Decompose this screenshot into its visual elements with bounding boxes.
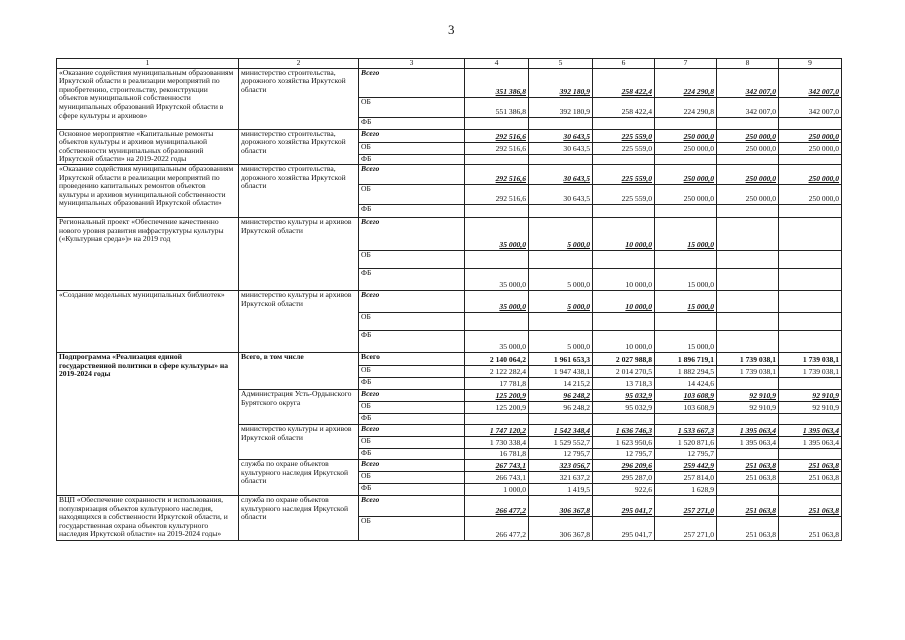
amount-cell: 250 000,0 [655,184,717,204]
amount-cell: 225 559,0 [593,142,655,154]
amount-cell: 1 000,0 [465,483,529,495]
amount-cell [717,154,779,164]
amount-cell: 1 533 667,3 [655,424,717,436]
amount-cell: 306 367,8 [529,516,593,540]
amount-cell: 92 910,9 [717,389,779,401]
amount-cell [779,330,842,352]
amount-cell [779,154,842,164]
amount-cell: 17 781,8 [465,377,529,389]
amount-cell: 35 000,0 [465,290,529,312]
amount-cell: 125 200,9 [465,389,529,401]
amount-cell: 14 215,2 [529,377,593,389]
amount-cell: 342 007,0 [779,97,842,117]
amount-cell: 14 424,6 [655,377,717,389]
amount-cell: 295 041,7 [593,516,655,540]
amount-cell: 10 000,0 [593,290,655,312]
amount-cell: 321 637,2 [529,471,593,483]
funding-source: ОБ [359,401,465,413]
amount-cell: 12 795,7 [655,448,717,459]
amount-cell: 251 063,8 [779,459,842,471]
amount-cell: 342 007,0 [717,97,779,117]
amount-cell [529,117,593,129]
amount-cell [529,154,593,164]
funding-source: ФБ [359,377,465,389]
executor: служба по охране объектов культурного наследия Иркутской области [239,459,359,495]
table-row [57,68,842,97]
amount-cell [593,250,655,268]
amount-cell: 5 000,0 [529,290,593,312]
column-header-row [57,59,842,69]
amount-cell: 323 056,7 [529,459,593,471]
table-row [57,217,842,250]
amount-cell: 342 007,0 [717,68,779,97]
funding-source: Всего [359,424,465,436]
amount-cell: 251 063,8 [717,459,779,471]
table-row [57,352,842,365]
measure-name: «Оказание содействия муниципальным образованиям Иркутской области в реализации мероприятий по приобретению, строительству, реконструкции объектов муниципальной собственности муниципальных образований Иркутской области в сфере культуры и архивов» [57,68,239,129]
amount-cell: 250 000,0 [779,129,842,142]
amount-cell [779,268,842,290]
amount-cell: 125 200,9 [465,401,529,413]
amount-cell: 1 961 653,3 [529,352,593,365]
amount-cell: 266 477,2 [465,516,529,540]
amount-cell: 266 743,1 [465,471,529,483]
amount-cell: 30 643,5 [529,129,593,142]
amount-cell [655,250,717,268]
amount-cell: 224 290,8 [655,97,717,117]
amount-cell [465,154,529,164]
amount-cell: 250 000,0 [717,164,779,184]
amount-cell [465,413,529,424]
amount-cell: 15 000,0 [655,268,717,290]
amount-cell: 251 063,8 [717,495,779,516]
amount-cell [465,312,529,330]
amount-cell: 5 000,0 [529,330,593,352]
amount-cell [779,250,842,268]
amount-cell: 257 271,0 [655,516,717,540]
amount-cell [529,312,593,330]
amount-cell: 13 718,3 [593,377,655,389]
amount-cell: 1 520 871,6 [655,436,717,448]
amount-cell: 259 442,9 [655,459,717,471]
amount-cell [779,217,842,250]
amount-cell: 35 000,0 [465,268,529,290]
amount-cell: 250 000,0 [717,184,779,204]
amount-cell: 295 041,7 [593,495,655,516]
amount-cell [593,204,655,217]
amount-cell: 2 140 064,2 [465,352,529,365]
amount-cell [779,290,842,312]
amount-cell [593,413,655,424]
amount-cell: 1 419,5 [529,483,593,495]
amount-cell [655,204,717,217]
amount-cell: 15 000,0 [655,330,717,352]
amount-cell [717,217,779,250]
amount-cell: 16 781,8 [465,448,529,459]
amount-cell: 35 000,0 [465,217,529,250]
amount-cell: 2 122 282,4 [465,365,529,377]
executor: Администрация Усть-Ордынского Бурятского округа [239,389,359,424]
amount-cell: 251 063,8 [779,471,842,483]
amount-cell: 250 000,0 [717,142,779,154]
amount-cell [779,117,842,129]
measure-name: Региональный проект «Обеспечение качественно нового уровня развития инфраструктуры культуры («Культурная среда»)» на 2019 год [57,217,239,290]
funding-source: ОБ [359,516,465,540]
amount-cell: 30 643,5 [529,164,593,184]
funding-source: Всего [359,495,465,516]
funding-source: Всего [359,459,465,471]
amount-cell: 5 000,0 [529,217,593,250]
executor: министерство культуры и архивов Иркутской области [239,290,359,352]
column-header: 1 [57,59,239,69]
amount-cell: 1 739 038,1 [779,352,842,365]
executor: министерство культуры и архивов Иркутской области [239,424,359,459]
amount-cell: 12 795,7 [593,448,655,459]
amount-cell: 224 290,8 [655,68,717,97]
amount-cell [529,204,593,217]
amount-cell: 95 032,9 [593,401,655,413]
column-header: 5 [529,59,593,69]
amount-cell [779,448,842,459]
measure-name: ВЦП «Обеспечение сохранности и использования, популяризация объектов культурного наследия, находящихся в собственности Иркутской области, и государственная охрана объектов культурного наследия Иркутской области» на 2019-2024 годы» [57,495,239,540]
amount-cell: 1 395 063,4 [717,436,779,448]
funding-source: ОБ [359,184,465,204]
amount-cell [717,483,779,495]
column-header: 2 [239,59,359,69]
amount-cell: 15 000,0 [655,217,717,250]
amount-cell [717,448,779,459]
amount-cell: 1 628,9 [655,483,717,495]
executor: министерство строительства, дорожного хозяйства Иркутской области [239,129,359,164]
amount-cell [655,154,717,164]
funding-source: Всего [359,129,465,142]
amount-cell [593,117,655,129]
amount-cell [779,204,842,217]
amount-cell: 257 271,0 [655,495,717,516]
amount-cell: 296 209,6 [593,459,655,471]
amount-cell [529,250,593,268]
amount-cell: 1 739 038,1 [717,352,779,365]
amount-cell: 392 180,9 [529,68,593,97]
amount-cell: 306 367,8 [529,495,593,516]
funding-source: ОБ [359,142,465,154]
amount-cell: 922,6 [593,483,655,495]
funding-source: Всего [359,389,465,401]
funding-source: ФБ [359,117,465,129]
amount-cell [465,204,529,217]
funding-source: ФБ [359,204,465,217]
measure-name: «Оказание содействия муниципальным образованиям Иркутской области в реализации мероприятий по проведению капитальных ремонтов объектов культуры и архивов муниципальной собственности муниципальных образований Иркутской области» [57,164,239,217]
amount-cell: 30 643,5 [529,184,593,204]
column-header: 9 [779,59,842,69]
amount-cell: 250 000,0 [717,129,779,142]
page-number: 3 [448,22,455,37]
amount-cell: 1 636 746,3 [593,424,655,436]
amount-cell: 5 000,0 [529,268,593,290]
amount-cell: 96 248,2 [529,389,593,401]
amount-cell: 2 027 988,8 [593,352,655,365]
amount-cell: 1 730 338,4 [465,436,529,448]
amount-cell: 1 882 294,5 [655,365,717,377]
measure-name: «Создание модельных муниципальных библиотек» [57,290,239,352]
amount-cell [717,330,779,352]
amount-cell: 266 477,2 [465,495,529,516]
amount-cell: 251 063,8 [717,516,779,540]
column-header: 3 [359,59,465,69]
amount-cell [717,250,779,268]
amount-cell: 251 063,8 [779,516,842,540]
amount-cell: 1 747 120,2 [465,424,529,436]
amount-cell: 1 395 063,4 [717,424,779,436]
funding-source: ФБ [359,154,465,164]
amount-cell [465,117,529,129]
funding-source: Всего [359,290,465,312]
amount-cell: 1 529 552,7 [529,436,593,448]
amount-cell [593,154,655,164]
funding-source: ФБ [359,330,465,352]
amount-cell: 267 743,1 [465,459,529,471]
amount-cell: 12 795,7 [529,448,593,459]
amount-cell [593,312,655,330]
amount-cell: 1 896 719,1 [655,352,717,365]
amount-cell: 251 063,8 [779,495,842,516]
funding-source: Всего [359,352,465,365]
amount-cell: 292 516,6 [465,129,529,142]
executor: министерство строительства, дорожного хозяйства Иркутской области [239,68,359,129]
amount-cell: 92 910,9 [779,389,842,401]
amount-cell: 225 559,0 [593,129,655,142]
column-header: 6 [593,59,655,69]
amount-cell: 1 395 063,4 [779,436,842,448]
funding-source: ФБ [359,448,465,459]
budget-table [56,58,842,541]
column-header: 8 [717,59,779,69]
amount-cell: 257 814,0 [655,471,717,483]
amount-cell: 30 643,5 [529,142,593,154]
amount-cell: 1 395 063,4 [779,424,842,436]
amount-cell [779,413,842,424]
amount-cell: 250 000,0 [655,164,717,184]
amount-cell: 10 000,0 [593,268,655,290]
amount-cell: 225 559,0 [593,164,655,184]
measure-name: Основное мероприятие «Капитальные ремонты объектов культуры и архивов муниципальной собственности муниципальных образований Иркутской области» на 2019-2022 годы [57,129,239,164]
amount-cell [717,312,779,330]
amount-cell: 342 007,0 [779,68,842,97]
amount-cell [717,268,779,290]
amount-cell [655,117,717,129]
column-header: 7 [655,59,717,69]
amount-cell [529,413,593,424]
funding-source: ФБ [359,268,465,290]
amount-cell: 1 623 950,6 [593,436,655,448]
amount-cell [655,413,717,424]
amount-cell: 250 000,0 [655,142,717,154]
amount-cell: 2 014 270,5 [593,365,655,377]
amount-cell [465,250,529,268]
amount-cell: 1 542 348,4 [529,424,593,436]
amount-cell [717,413,779,424]
amount-cell: 292 516,6 [465,184,529,204]
amount-cell: 258 422,4 [593,68,655,97]
amount-cell: 96 248,2 [529,401,593,413]
funding-source: Всего [359,217,465,250]
amount-cell: 225 559,0 [593,184,655,204]
table-row [57,290,842,312]
amount-cell: 95 032,9 [593,389,655,401]
amount-cell: 351 386,8 [465,68,529,97]
amount-cell: 10 000,0 [593,217,655,250]
table-row [57,129,842,142]
amount-cell [779,312,842,330]
funding-source: ОБ [359,312,465,330]
amount-cell: 10 000,0 [593,330,655,352]
funding-source: ОБ [359,97,465,117]
amount-cell [779,377,842,389]
amount-cell: 392 180,9 [529,97,593,117]
funding-source: ФБ [359,483,465,495]
amount-cell: 250 000,0 [779,164,842,184]
amount-cell: 92 910,9 [717,401,779,413]
amount-cell: 250 000,0 [779,184,842,204]
amount-cell: 292 516,6 [465,164,529,184]
amount-cell [717,377,779,389]
funding-source: Всего [359,164,465,184]
amount-cell: 251 063,8 [717,471,779,483]
amount-cell: 551 386,8 [465,97,529,117]
amount-cell: 1 739 038,1 [717,365,779,377]
amount-cell: 292 516,6 [465,142,529,154]
amount-cell [717,117,779,129]
amount-cell [717,290,779,312]
funding-source: ОБ [359,365,465,377]
executor: Всего, в том числе [239,352,359,389]
amount-cell: 1 947 438,1 [529,365,593,377]
executor: министерство культуры и архивов Иркутской области [239,217,359,290]
amount-cell: 250 000,0 [655,129,717,142]
funding-source: Всего [359,68,465,97]
amount-cell: 250 000,0 [779,142,842,154]
funding-source: ОБ [359,471,465,483]
funding-source: ФБ [359,413,465,424]
amount-cell: 103 608,9 [655,401,717,413]
table-row [57,495,842,516]
amount-cell [655,312,717,330]
amount-cell: 103 608,9 [655,389,717,401]
executor: служба по охране объектов культурного наследия Иркутской области [239,495,359,540]
measure-name: Подпрограмма «Реализация единой государственной политики в сфере культуры» на 2019-2024 годы [57,352,239,495]
column-header: 4 [465,59,529,69]
amount-cell: 295 287,0 [593,471,655,483]
amount-cell: 258 422,4 [593,97,655,117]
executor: министерство строительства, дорожного хозяйства Иркутской области [239,164,359,217]
amount-cell: 15 000,0 [655,290,717,312]
amount-cell [779,483,842,495]
amount-cell: 92 910,9 [779,401,842,413]
table-row [57,164,842,184]
amount-cell [717,204,779,217]
amount-cell: 1 739 038,1 [779,365,842,377]
funding-source: ОБ [359,436,465,448]
amount-cell: 35 000,0 [465,330,529,352]
funding-source: ОБ [359,250,465,268]
